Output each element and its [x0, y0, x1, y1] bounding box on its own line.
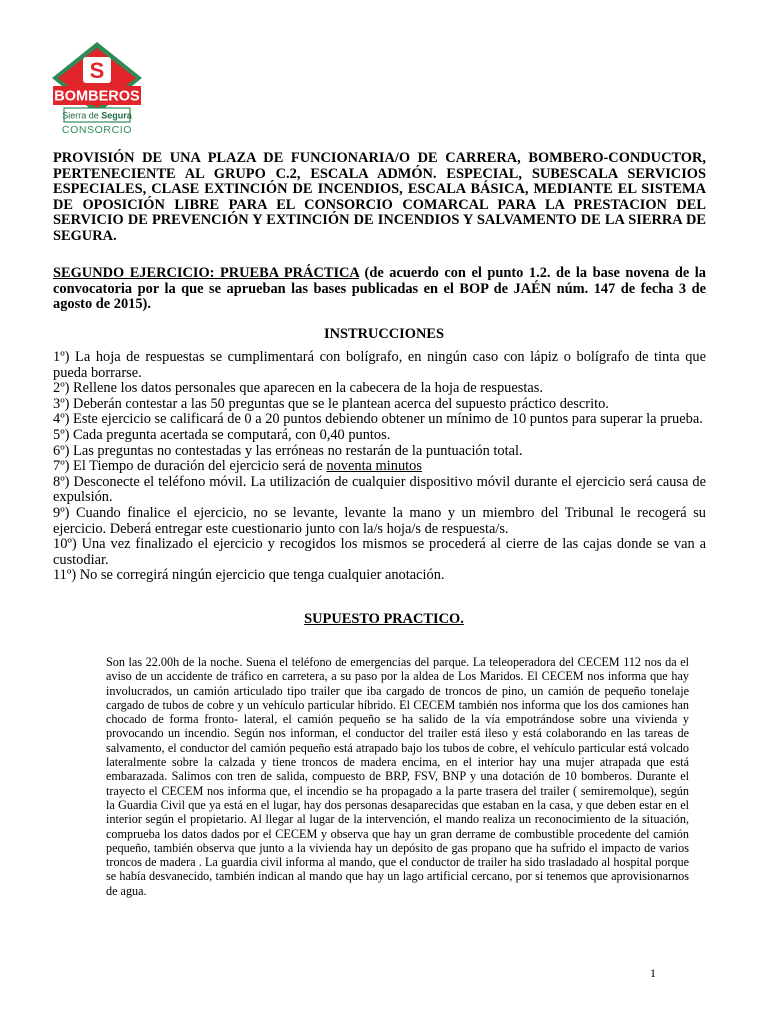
- logo-letter: S: [89, 58, 105, 83]
- logo-consorcio: CONSORCIO: [61, 124, 133, 136]
- page-number: 1: [650, 966, 656, 980]
- bomberos-logo-graphic: [50, 40, 170, 136]
- duration-value: noventa minutos: [326, 458, 422, 475]
- exercise-detail: (de acuerdo con el punto 1.2. de la base novena de la convocatoria por la que se aprueban las bases publicadas en el BOP de JAÉN núm. 147 de fecha 3 de agosto de 2015).: [53, 265, 706, 313]
- instruction-item-duration: [53, 459, 706, 475]
- instruction-item: 6º) Las preguntas no contestadas y las erróneas no restarán de la puntuación total.: [53, 442, 523, 459]
- logo-subtitle: Sierra de Segura: [62, 110, 132, 121]
- bomberos-logo: [50, 40, 170, 136]
- instruction-item: 3º) Deberán contestar a las 50 preguntas que se le plantean acerca del supuesto práctico descrito.: [53, 395, 609, 412]
- duration-text: 7º) El Tiempo de duración del ejercicio será de: [53, 458, 327, 475]
- document-title: PROVISIÓN DE UNA PLAZA DE FUNCIONARIA/O DE CARRERA, BOMBERO-CONDUCTOR, PERTENECIENTE AL GRUPO C.2, ESCALA ADMÓN. ESPECIAL, SUBESCALA SERVICIOS ESPECIALES, CLASE EXTINCIÓN DE INCENDIOS, ESCALA BÁSICA, MEDIANTE EL SISTEMA DE OPOSICIÓN LIBRE PARA EL CONSORCIO COMARCAL PARA LA PRESTACION DEL SERVICIO DE PREVENCIÓN Y EXTINCIÓN DE INCENDIOS Y SALVAMENTO DE LA SIERRA DE SEGURA.: [53, 150, 706, 244]
- instruction-item: 11º) No se corregirá ningún ejercicio que tenga cualquier anotación.: [53, 567, 445, 584]
- case-study-heading: SUPUESTO PRACTICO.: [304, 611, 464, 627]
- exercise-statement: [53, 266, 706, 313]
- instruction-item: 2º) Rellene los datos personales que aparecen en la cabecera de la hoja de respuestas.: [53, 380, 543, 397]
- instruction-item: 1º) La hoja de respuestas se cumplimentará con bolígrafo, en ningún caso con lápiz o bolígrafo de tinta que pueda borrarse.: [53, 349, 706, 381]
- instruction-item: 8º) Desconecte el teléfono móvil. La utilización de cualquier dispositivo móvil durante el ejercicio será causa de expulsión.: [53, 473, 706, 506]
- instruction-item: 9º) Cuando finalice el ejercicio, no se levante, levante la mano y un miembro del Tribunal le recogerá su ejercicio. Deberá entregar este cuestionario junto con la/s hoja/s de respuesta/s.: [53, 504, 706, 537]
- case-study-text: Son las 22.00h de la noche. Suena el teléfono de emergencias del parque. La teleoperadora del CECEM 112 nos da el aviso de un accidente de tráfico en carretera, a su paso por la aldea de Los Maridos. El CECEM nos informa que hay involucrados, un camión articulado tipo trailer que iba cargado de troncos de pino, un camión de pequeño tonelaje cargado de tubos de cobre y un vehículo particular híbrido. El CECEM también nos informa que los dos camiones han chocado de forma fronto- lateral, el camión pequeño se ha salido de la vía empotrándose sobre una vivienda y provocando un incendio. Según nos informan, el conductor del trailer está ileso y está colaborando en las tareas de salvamento, el conductor del camión pequeño está atrapado bajo los tubos de cobre, el vehículo particular está volcado lateralmente sobre la calzada y tiene troncos de madera encima, en el interior hay una mujer atrapada que está embarazada. Salimos con tren de salida, compuesto de BRP, FSV, BNP y una dotación de 10 bomberos. Durante el trayecto el CECEM nos informa que, el incendio se ha propagado a la parte trasera del trailer ( semiremolque), según la Guardia Civil que ya está en el lugar, hay dos personas desaparecidas que estaban en la casa, y que deben estar en el interior según el propietario. Al llegar al lugar de la intervención, el mando realiza un reconocimiento de la situación, comprueba los datos dados por el CECEM y observa que hay un gran derrame de combustible procedente del camión pequeño, también observa que junto a la vivienda hay un depósito de gas propano que ha sufrido el impacto de varios troncos de madera . La guardia civil informa al mando, que el conductor de trailer ha sido trasladado al hospital porque se había desvanecido, también indican al mando que hay un lago artificial cercano, por si tenemos que aprovisionarnos de agua.: [106, 655, 689, 898]
- instruction-item: 10º) Una vez finalizado el ejercicio y recogidos los mismos se procederá al cierre de las cajas donde se van a custodiar.: [53, 536, 706, 568]
- instruction-item: 5º) Cada pregunta acertada se computará, con 0,40 puntos.: [53, 426, 391, 443]
- instructions-heading: INSTRUCCIONES: [324, 326, 444, 342]
- instructions-list: [53, 350, 706, 584]
- logo-name: BOMBEROS: [54, 88, 140, 105]
- instruction-item: 4º) Este ejercicio se calificará de 0 a 20 puntos debiendo obtener un mínimo de 10 puntos para superar la prueba.: [53, 411, 703, 428]
- exercise-heading: SEGUNDO EJERCICIO: PRUEBA PRÁCTICA: [53, 265, 360, 281]
